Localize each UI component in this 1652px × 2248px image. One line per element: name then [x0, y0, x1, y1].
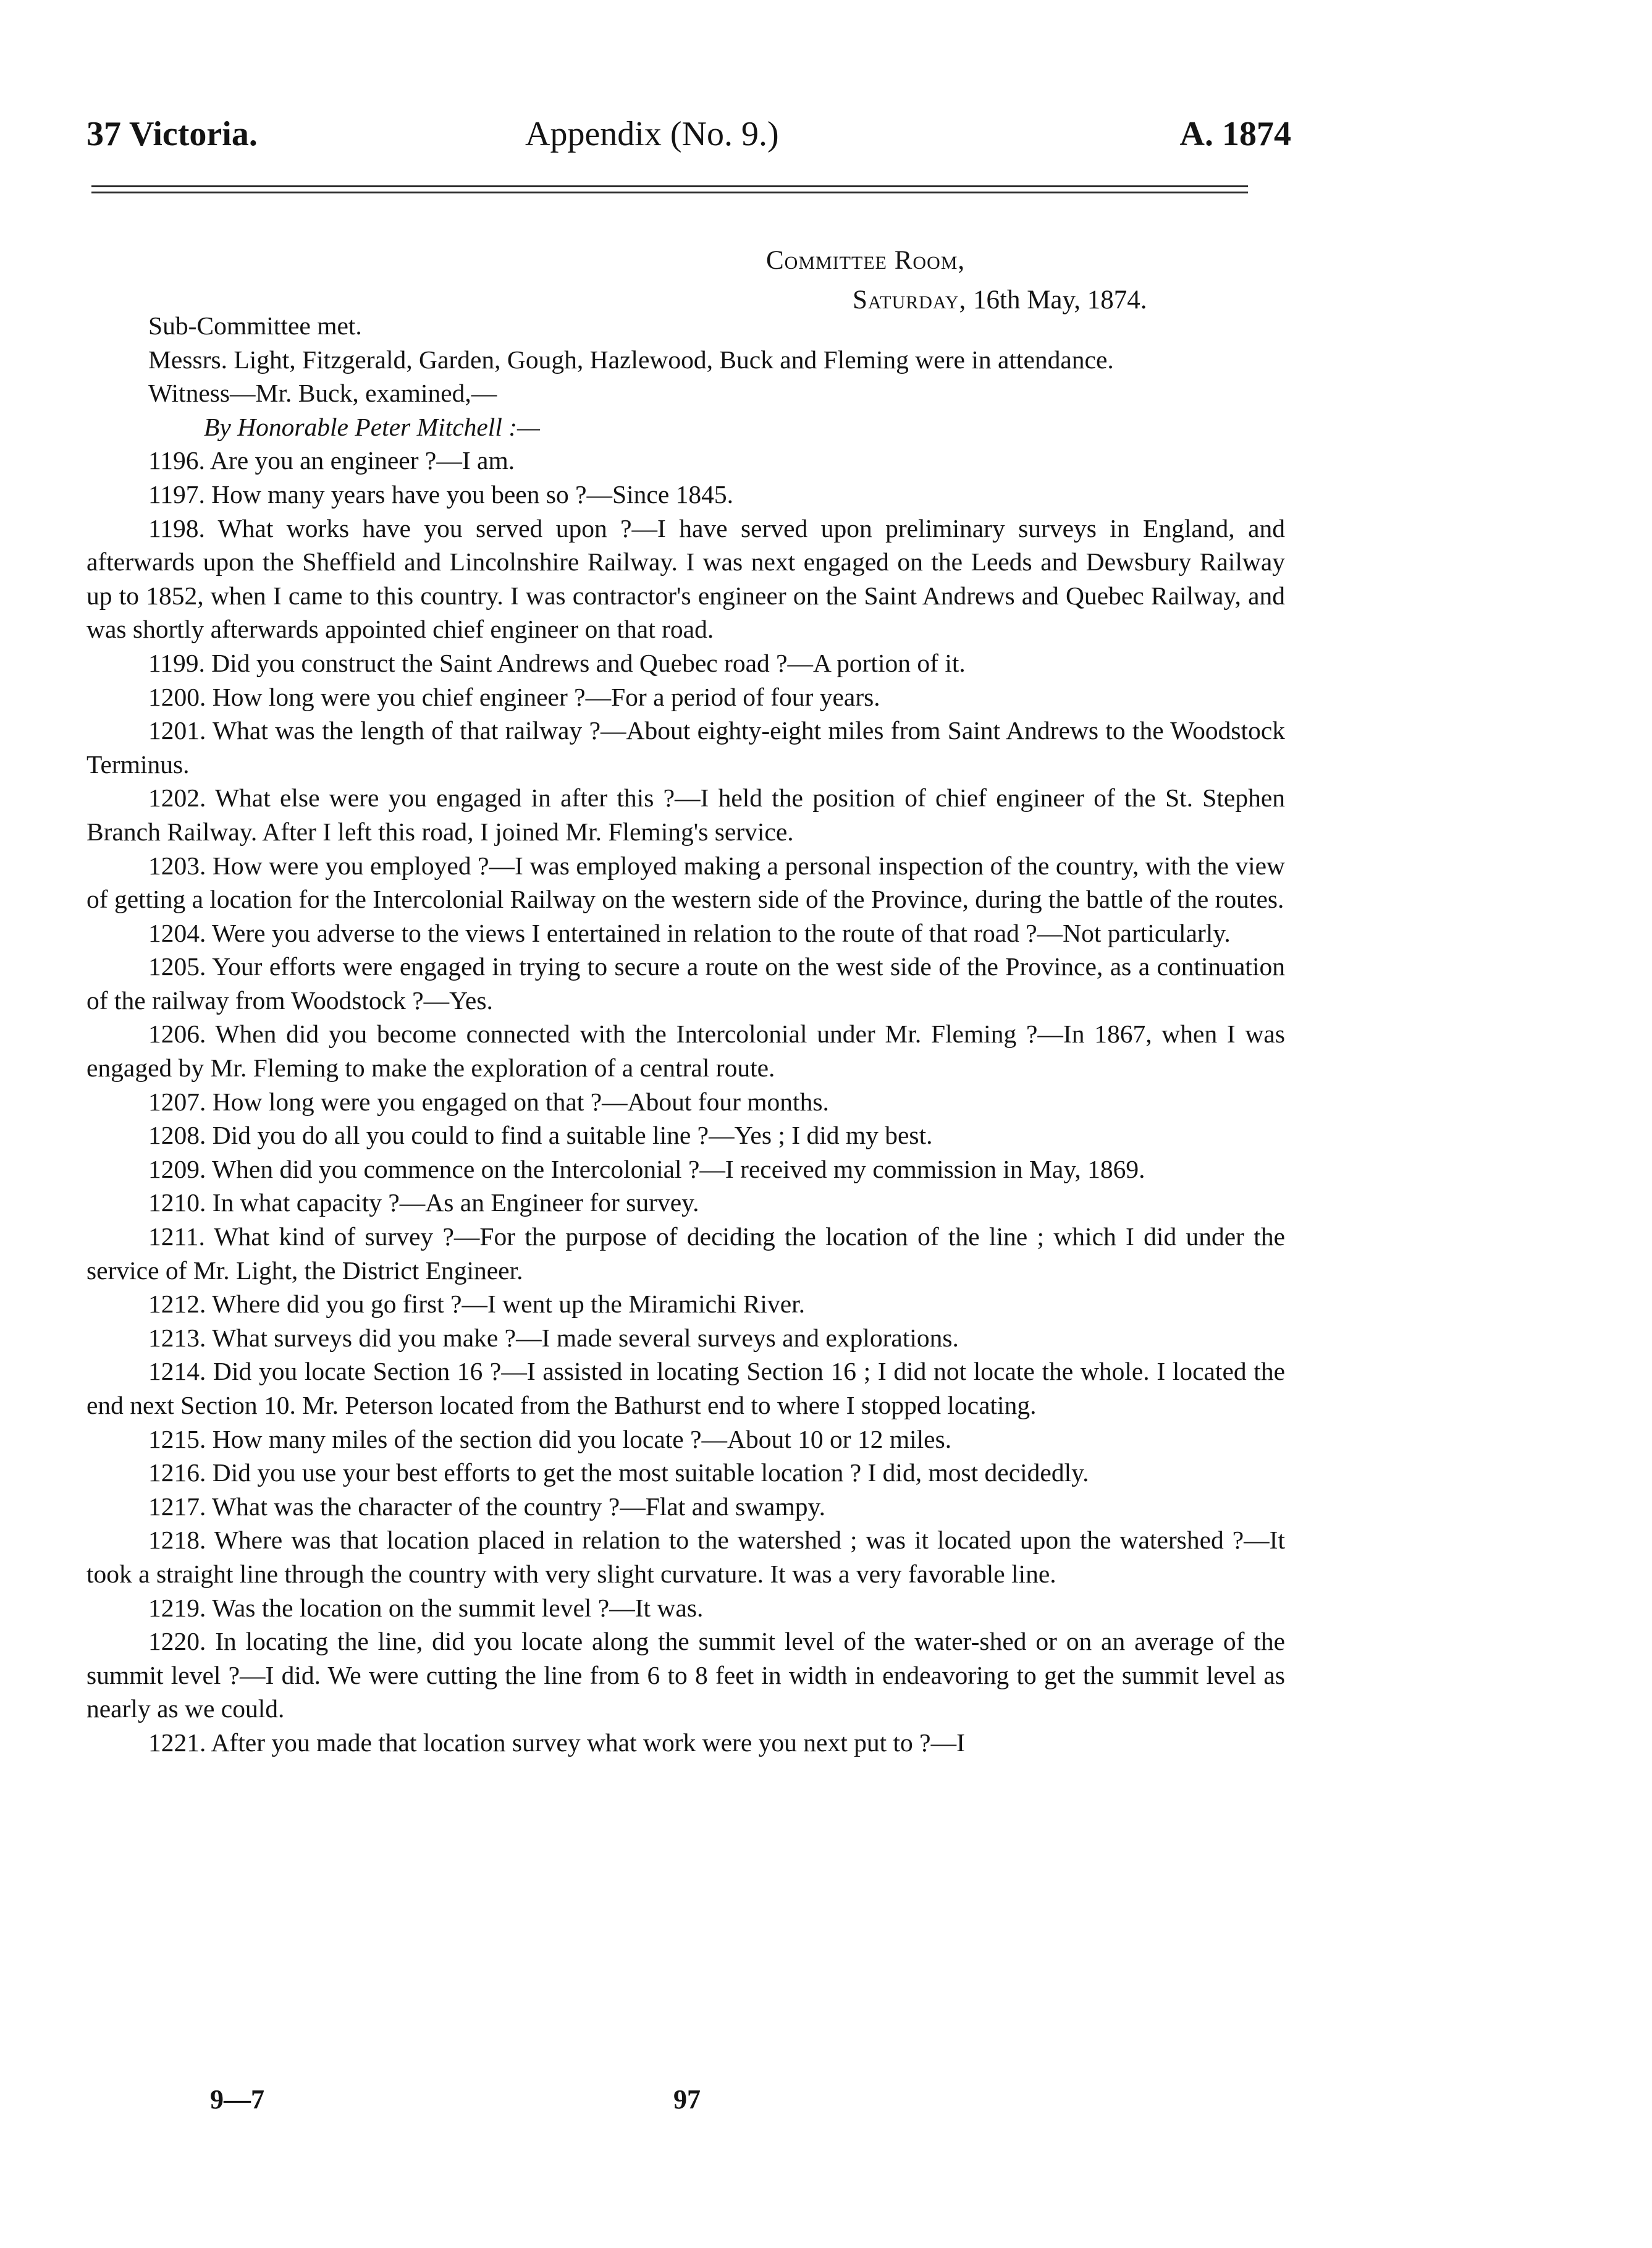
paragraph: 1196. Are you an engineer ?—I am.	[148, 446, 515, 475]
dateline-day: Saturday,	[853, 285, 967, 315]
paragraph: 1204. Were you adverse to the views I entertained in relation to the route of that road ?—Not particularly.	[148, 918, 1231, 947]
paragraph: 1205. Your efforts were engaged in trying to secure a route on the west side of the Province, as a continuation of the railway from Woodstock ?—Yes.	[86, 952, 1285, 1015]
paragraph: 1215. How many miles of the section did you locate ?—About 10 or 12 miles.	[148, 1424, 952, 1453]
paragraph: 1209. When did you commence on the Intercolonial ?—I received my commission in May, 1869.	[148, 1154, 1145, 1183]
header-year: A. 1874	[1179, 115, 1291, 153]
paragraph: 1208. Did you do all you could to find a suitable line ?—Yes ; I did my best.	[148, 1121, 933, 1150]
paragraph: 1219. Was the location on the summit level ?—It was.	[148, 1593, 704, 1622]
footer-signature-mark: 9—7	[210, 2084, 264, 2115]
paragraph: By Honorable Peter Mitchell :—	[204, 412, 540, 441]
paragraph: 1197. How many years have you been so ?—Since 1845.	[148, 480, 733, 509]
header-rule-bottom	[91, 192, 1248, 193]
paragraph: 1213. What surveys did you make ?—I made several surveys and explorations.	[148, 1323, 959, 1352]
paragraph: Witness—Mr. Buck, examined,—	[148, 379, 497, 408]
paragraph: 1211. What kind of survey ?—For the purpose of deciding the location of the line ; which I did under the service of Mr. Light, the District Engineer.	[86, 1222, 1285, 1285]
dateline	[766, 241, 1236, 320]
page-footer	[86, 2084, 1285, 2121]
paragraph: 1198. What works have you served upon ?—I have served upon preliminary surveys in England, and afterwards upon the Sheffield and Lincolnshire Railway. I was next engaged on the Leeds and Dewsbury Railway up to 1852, when I came to this country. I was contractor's engineer on the Saint Andrews and Quebec Railway, and was shortly afterwards appointed chief engineer on that road.	[86, 513, 1285, 644]
dateline-place: Committee Room,	[766, 246, 966, 275]
paragraph: 1212. Where did you go first ?—I went up the Miramichi River.	[148, 1290, 806, 1319]
paragraph: 1220. In locating the line, did you locate along the summit level of the water-shed or on an average of the summit level ?—I did. We were cutting the line from 6 to 8 feet in width in endeavoring to get the summit level as nearly as we could.	[86, 1627, 1285, 1723]
paragraph: 1206. When did you become connected with the Intercolonial under Mr. Fleming ?—In 1867, when I was engaged by Mr. Fleming to make the exploration of a central route.	[86, 1020, 1285, 1083]
paragraph: 1202. What else were you engaged in after this ?—I held the position of chief engineer of the St. Stephen Branch Railway. After I left this road, I joined Mr. Fleming's service.	[86, 784, 1285, 846]
paragraph: 1199. Did you construct the Saint Andrews and Quebec road ?—A portion of it.	[148, 648, 966, 677]
paragraph: 1217. What was the character of the country ?—Flat and swampy.	[148, 1492, 825, 1521]
dateline-date: 16th May, 1874.	[973, 285, 1147, 315]
paragraph: Messrs. Light, Fitzgerald, Garden, Gough, Hazlewood, Buck and Fleming were in attendance.	[148, 345, 1114, 374]
paragraph: 1214. Did you locate Section 16 ?—I assisted in locating Section 16 ; I did not locate the whole. I located the end next Section 10. Mr. Peterson located from the Bathurst end to where I stopped locating.	[86, 1357, 1285, 1419]
header-rule-top	[91, 185, 1248, 187]
footer-page-number: 97	[673, 2084, 701, 2115]
paragraph: 1200. How long were you chief engineer ?—For a period of four years.	[148, 682, 880, 711]
paragraph: 1221. After you made that location survey what work were you next put to ?—I	[148, 1728, 965, 1757]
paragraph: 1216. Did you use your best efforts to get the most suitable location ? I did, most decidedly.	[148, 1458, 1089, 1487]
paragraph: 1207. How long were you engaged on that ?—About four months.	[148, 1087, 829, 1116]
header-session: 37 Victoria.	[86, 115, 258, 153]
running-header	[86, 114, 1291, 170]
header-appendix: Appendix (No. 9.)	[525, 115, 779, 153]
paragraph: 1201. What was the length of that railway ?—About eighty-eight miles from Saint Andrews to the Woodstock Terminus.	[86, 716, 1285, 779]
paragraph: 1210. In what capacity ?—As an Engineer for survey.	[148, 1188, 699, 1217]
paragraph: 1218. Where was that location placed in relation to the watershed ; was it located upon the watershed ?—It took a straight line through the country with very slight curvature. It was a very favorable line.	[86, 1526, 1285, 1588]
paragraph: 1203. How were you employed ?—I was employed making a personal inspection of the country, with the view of getting a location for the Intercolonial Railway on the western side of the Province, during the battle of the routes.	[86, 851, 1285, 914]
testimony-body	[86, 309, 1285, 1760]
paragraph: Sub-Committee met.	[148, 311, 362, 340]
